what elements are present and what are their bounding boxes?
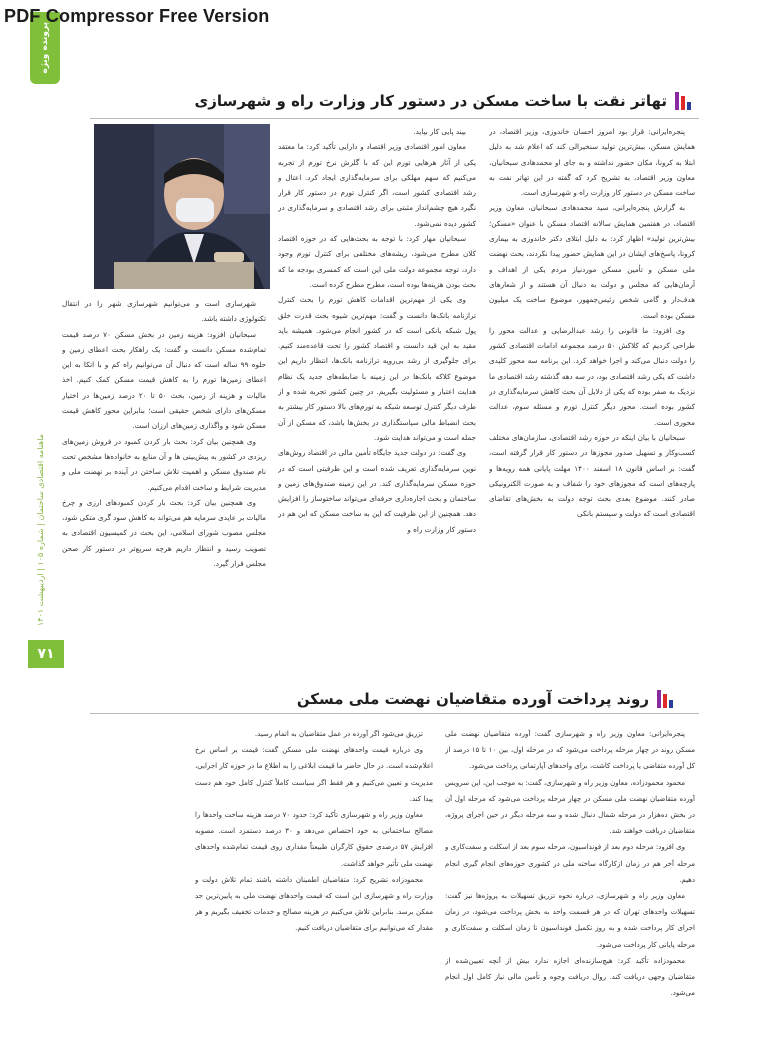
paragraph: معاون وزیر راه و شهرسازی، درباره نحوه تزریق تسهیلات به پروژه‌ها نیز گفت: تسهیلات واحدهای تهران که در هر قسمت واحد به بخش پرداخت می‌شود، در زمان اجرای کار پرداخت شده و به روز تکمیل فونداسیون تا زمان اسکلت و سفت‌کاری و مرحله پایانی کار پرداخت می‌شود.: [445, 892, 695, 949]
article2-column-1: [445, 726, 695, 1045]
bar-chart-icon: [657, 690, 673, 708]
paragraph: وی گفت: در دولت جدید جایگاه تأمین مالی در اقتصاد روش‌های نوین سرمایه‌گذاری تعریف شده است و این ظرفیتی است که در حوزه مسکن سرمایه‌گذاری کند. در این زمینه صندوق‌های زمین و ساختمان و بحث اجاره‌داری حرفه‌ای می‌تواند ساختوساز را افزایش دهد. همچنین از این ظرفیت که این به ساخت مسکن که این هم در دستور کار وزارت راه و: [278, 448, 476, 534]
paragraph: سبحانیان افزود: هزینه زمین در بخش مسکن ۷۰ درصد قیمت تمام‌شده مسکن دانست و گفت: یک راهکار بحث اعطای زمین و حلوه ۹۹ ساله است که دنبال آن می‌توانیم راه کم و با اتکا به این اعطای زمین‌ها تورم را به کاهش قیمت مسکن کمک کنیم. اخذ مالیات و هزینه از زمین، بحث ۵۰ تا ۲۰ درصد زمین‌ها در اختیار مسکن‌های دارای شخص حقیقی است؛ بنابراین محور کاهش قیمت مسکن شود و واگذاری زمین‌های ارزان است.: [62, 329, 266, 431]
paragraph: سبحانیان مهار کرد: با توجه به بحث‌هایی که در حوزه اقتصاد کلان مطرح می‌شود، ریشه‌های مختلفی برای کنترل تورم وجود دارد، توجه مجموعه دولت ملی این است که کمسری بودجه ما که بحث بودن هزینه‌ها بوده است، مطرح مطرح کرده است.: [278, 234, 476, 289]
divider: [90, 118, 699, 119]
paragraph: به گزارش پنجره‌ایرانی، سید محمدهادی سبحانیان، معاون وزیر اقتصاد، در هفتمین همایش سالانه اقتصاد مسکن با عنوان «مسکن؛ بیش‌ترین تولید» اظهار کرد: به دلیل ابتلای دکتر خاندوزی به بیماری کرونا، پاسخ‌های ایشان در این همایش حضور پیدا نکردند، بحث نهضت ملی مسکن و تأمین مسکن موردنیاز مردم یکی از اهداف و آرمان‌هایی که مجلس و دولت به دنبال آن هستند و از شعارهای هدف‌دار و گامی شخص رئیس‌جمهور، موضوع ساخت یک میلیون مسکن بوده است.: [489, 203, 695, 320]
photo-illustration: [94, 124, 270, 289]
paragraph: وی همچنین بیان کرد: بحث بار کردن کمبود در فروش زمین‌های ریزدی در کشور به پیش‌بینی ها و آن منابع به خانواده‌ها مشخص تحت نام صندوق مسکن و اهمیت تلاش ساختن در آینده بر نهضت ملی و مدیریت شرایط و ساخت اقدام می‌کنیم.: [62, 436, 266, 492]
paragraph: معاون امور اقتصادی وزیر اقتصاد و دارایی تأکید کرد: ما معتقد یکی از آثار هرهایی تورم این که با گلرش نرخ تورم از تجربه می‌کنیم که سهم مهلکی برای سرمایه‌گذاری ایجاد کرد. اعتال و رشد اقتصادی کشور است، اگر کنترل تورم در دستور کار قرار نگیرد هیچ چشم‌انداز مثبتی برای رشد اقتصادی و سرمایه‌گذاری در کشور دیده نمی‌شود.: [278, 142, 476, 228]
divider: [90, 713, 699, 714]
bar-chart-icon: [675, 92, 691, 110]
watermark: PDF Compressor Free Version: [4, 6, 270, 26]
article1-title: تهاتر نقت با ساخت مسکن در دستور کار وزارت راه و شهرسازی: [194, 92, 667, 110]
paragraph: محمودزاده تشریح کرد: متقاضیان اطمینان داشته باشند تمام تلاش دولت و وزارت راه و شهرسازی این است که قیمت واحدهای نهضت ملی به پایین‌ترین حد ممکن برسد. بنابراین تلاش می‌کنیم در هزینه مصالح و خدمات تخفیف بگیریم و هر مقدار که می‌توانیم برای متقاضیان دریافت کنیم.: [195, 875, 433, 933]
paragraph: محمود محمودزاده، معاون وزیر راه و شهرسازی، گفت: به موجب این، این سرویس آورده متقاضیان نهضت ملی مسکن در چهار مرحله پرداخت می‌شود که مرحله اول آن در بخش ده‌هزار در مرحله شمال دنبال شده و سه مرحله دیگر در حین اجرای پروژه، متقاضیان دریافت خواهند شد.: [445, 778, 695, 836]
article-photo: [94, 124, 270, 289]
paragraph: محمودزاده تأکید کرد: هیچ‌سازنده‌ای اجازه ندارد بیش از آنچه تعیین‌شده از متقاضیان وجهی دریافت کند. روال دریافت وجوه و تأمین مالی نیاز کامل اول انجام می‌شود.: [445, 956, 695, 998]
paragraph: وی افزود: مرحله دوم بعد از فونداسیون، مرحله سوم بعد از اسکلت و سفت‌کاری و مرحله آخر هم در زمان ازکارگاه ساخته ملی در کشوری حوزه‌های انجام گیری انجام دهیم.: [445, 843, 695, 884]
paragraph: پنجره‌ایرانی: معاون وزیر راه و شهرسازی گفت: آورده متقاضیان نهضت ملی مسکن روند در چهار مرحله پرداخت می‌شود که در مرحله اول، بین ۱۰ تا ۱۵ درصد از کل آورده متقاضی یا پرداخت کاشت، برای واحدهای آپارتمانی پرداخت می‌شود.: [445, 730, 695, 771]
article1-column-1: [489, 124, 695, 664]
article2-headline: [297, 690, 673, 708]
paragraph: وی یکی از مهم‌ترین اقدامات کاهش تورم را بحث کنترل ترازنامه بانک‌ها دانست و گفت: مهم‌ترین شیوه بحث قدرت خلق پول شبکه بانکی است که در کشور انجام می‌شود. همیشه باید مقید به این قید دانست و اقتصاد کشور را تحت قاعده‌مند کنیم. برای جلوگیری از رشد بی‌رویه ترازنامه بانک‌ها، انتظار داریم این موضوع کلاکه بانک‌ها در این زمینه با ضابطه‌های جدید یک نظام هدایت اعتبار و مسئولیت بگیریم. در چنین کشور تجربه شده و از طرف دیگر کنترل توسعه شبکه به تورم‌های بالا دستور کار بیشتر به بحث انضباط مالی سیاستگذاری در بخش‌ها باشد، که مسکن از آن جمله است و می‌تواند هدایت شود.: [278, 295, 476, 442]
paragraph: سبحانیان با بیان اینکه در حوزه رشد اقتصادی، سازمان‌های مختلف کسب‌وکار و تسهیل صدور مجوزها در دستور کار قرار گرفته است، گفت: بر اساس قانون ۱۸ اسفند ۱۴۰۰ مهلت پایانی همه رویه‌ها و پارچه‌های است که مجوزهای خود را شفاف و به صورت الکترونیکی صادر کنند. موضوع بعدی بحث توجه دولت به بخش‌های تقاضای اقتصادی است که دولت و سیستم بانکی: [489, 432, 695, 519]
article2-title: روند پرداخت آورده متقاضیان نهضت ملی مسکن: [296, 690, 649, 708]
paragraph: وی درباره قیمت واحدهای نهضت ملی مسکن گفت: قیمت بر اساس نرخ اعلام‌شده است. در حال حاضر ما قیمت ابلاغی را به اطلاع ما در حوزه کار اجرایی، مدیریت و تعیین می‌کنیم و هر فقط اگر سیاست کاملاً کنترل کامل خود هم دست پیدا کند.: [195, 746, 433, 803]
article2-column-2: [195, 726, 433, 1045]
paragraph: پنجره‌ایرانی: قرار بود امروز احسان خاندوزی، وزیر اقتصاد، در همایش مسکن، بیش‌ترین تولید سنخیرالی کند که اعلام شد به دلیل ابتلا به کرونا، مکان حضور نداشته و به جای او محمدهادی سبحانیان، معاون وزیر اقتصاد، به تشریح کرد که گفته در این تهاتر نفت به ساخت مسکن در دستور کار وزارت راه و شهرسازی است.: [489, 127, 695, 198]
paragraph: معاون وزیر راه و شهرسازی تأکید کرد: حدود ۷۰ درصد هزینه ساخت واحدها را مصالح ساختمانی به خود اختصاص می‌دهد و ۳۰ درصد دستمزد است. مصوبه افزایش ۵۷ درصدی حقوق کارگران طبیعتاً مقداری روی قیمت تمام‌شده واحدهای نهضت ملی تأثیر خواهد گذاشت.: [195, 811, 433, 868]
issue-info: ماهنامه اقتصادی ساختمان | شماره ۱۰۵ | اردیبهشت ۱۴۰۱: [35, 433, 45, 627]
article1-column-3: [62, 296, 266, 664]
paragraph: وی افزود: ما قانونی را رشد عبدالرضایی و عدالت محور را طراحی کردیم که کلاکش ۵۰ درصد مجموعه ادامات اقتصادی کشور را دولت دنبال می‌کند و اجرا خواهد کرد. این برنامه سه محور کلیدی داشت که یکی رشد اقتصادی بود، در سه دهه گذشته رشد اقتصادی ما نزدیک به صفر بوده که یکی از دلایل آن بحث کاهش سرمایه‌گذاری در کشور بوده است. محور دیگر کنترل تورم و مسئله سوم، عدالت محوری است.: [489, 325, 695, 427]
paragraph: بیند پایی کار بیاید.: [413, 127, 466, 136]
paragraph: تزریق می‌شود اگر آورده در عمل متقاضیان به اتمام رسید.: [254, 730, 423, 738]
article1-column-2: [278, 124, 476, 664]
paragraph: وی همچنین بیان کرد: بحث بار کردن کمبودهای ارزی و چرخ مالیات بر عایدی سرمایه هم می‌تواند به کاهش سود گری متکی شود، مجلس مصوب شورای اسلامی، این بحث در کمیسیون اقتصادی به تصویب رسید و انتظار داریم هرچه سریع‌تر در دستور کار صحن مجلس قرار گیرد.: [62, 497, 266, 569]
section-tab: پرونده ویژه: [30, 12, 60, 84]
article1-headline: [195, 92, 691, 110]
paragraph: شهرسازی است و می‌توانیم شهرسازی شهر را در انتقال تکنولوژی داشته باشد.: [62, 299, 266, 324]
page-number: ۷۱: [28, 640, 64, 668]
